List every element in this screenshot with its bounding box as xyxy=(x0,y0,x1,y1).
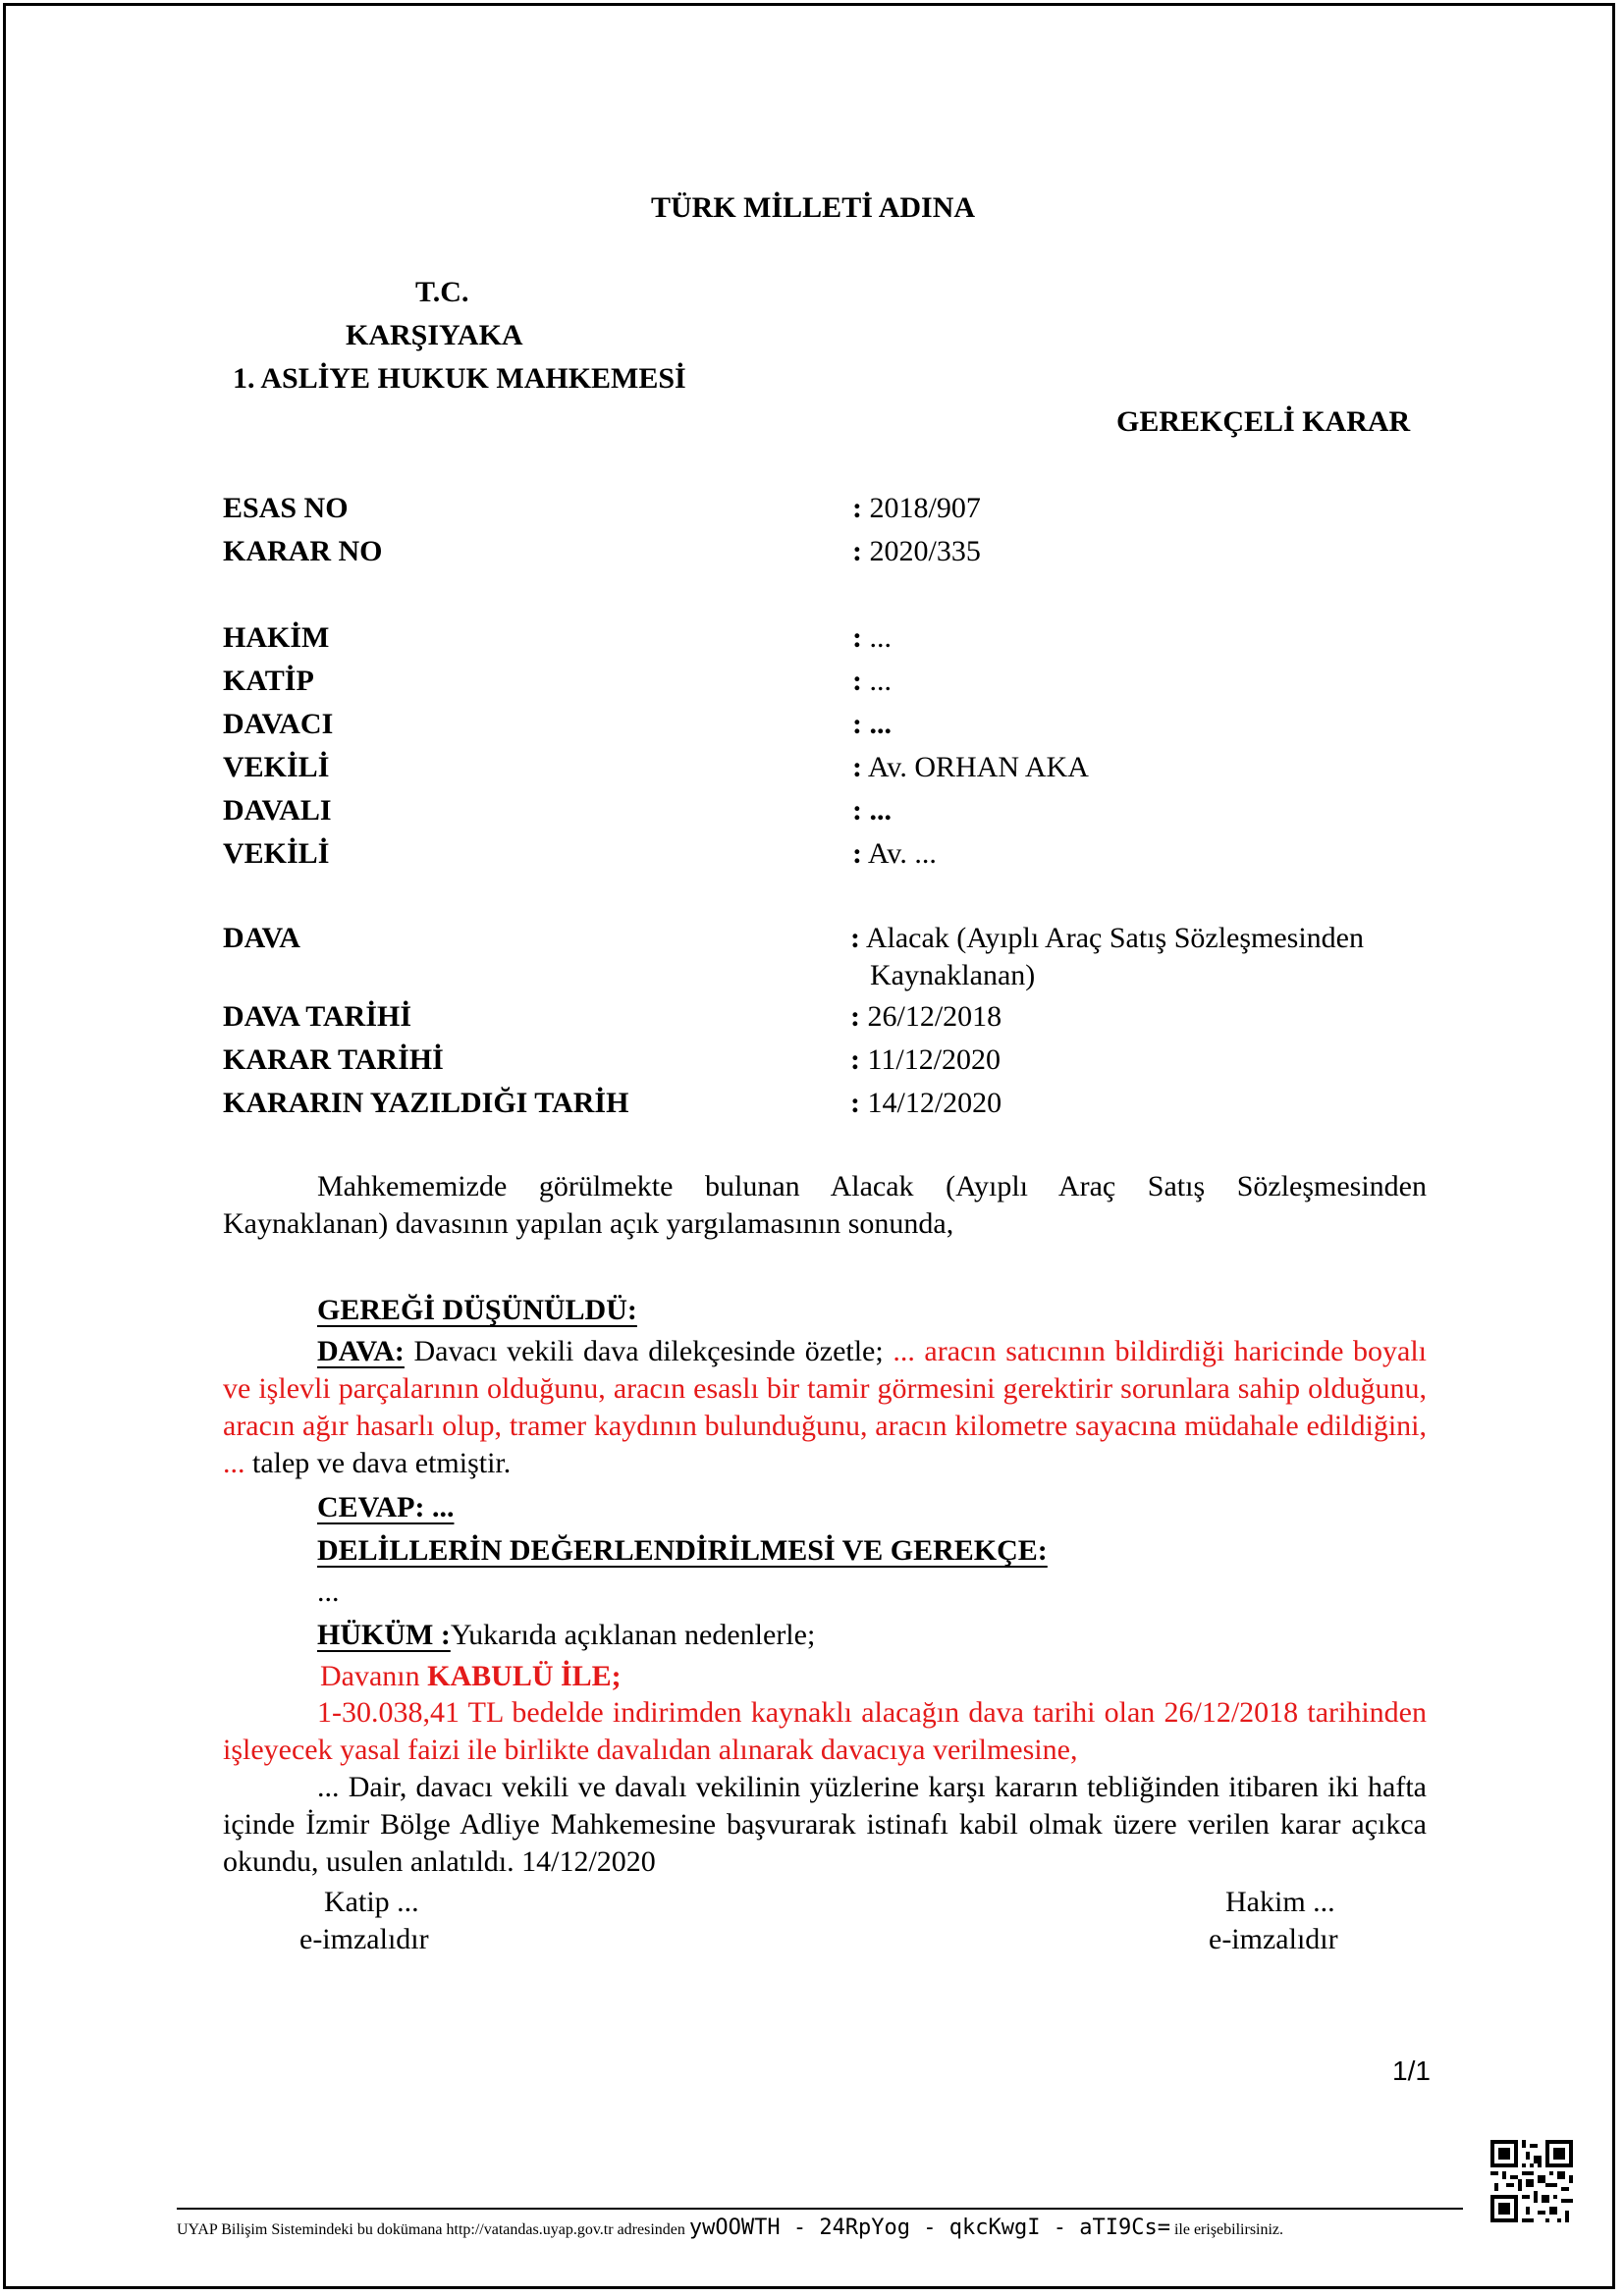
katip-value: : ... xyxy=(852,665,892,697)
page-number: 1/1 xyxy=(1392,2056,1431,2086)
katip-e-signed: e-imzalıdır xyxy=(299,1923,429,1955)
hukum-heading: HÜKÜM : xyxy=(317,1619,451,1651)
intro-paragraph: Mahkememizde görülmekte bulunan Alacak (Ayıplı Araç Satış Sözleşmesinden Kaynaklanan) davasının yapılan açık yargılamasının sonunda, xyxy=(223,1170,1427,1240)
katip-signature: Katip ... xyxy=(324,1886,419,1918)
hakim-label: HAKİM xyxy=(223,621,330,654)
city-heading: KARŞIYAKA xyxy=(346,319,523,351)
document-type-title: GEREKÇELİ KARAR xyxy=(1116,405,1411,438)
hakim-signature: Hakim ... xyxy=(1225,1886,1335,1918)
davali-value: : ... xyxy=(852,794,892,827)
yazildigi-tarih-label: KARARIN YAZILDIĞI TARİH xyxy=(223,1087,629,1119)
davaci-vekili-label: VEKİLİ xyxy=(223,751,330,783)
deliller-heading: DELİLLERİN DEĞERLENDİRİLMESİ VE GEREKÇE: xyxy=(317,1534,1048,1567)
nation-heading: TÜRK MİLLETİ ADINA xyxy=(651,191,976,224)
karar-tarihi-label: KARAR TARİHİ xyxy=(223,1043,444,1076)
dava-paragraph: DAVA: Davacı vekili dava dilekçesinde özetle; ... aracın satıcının bildirdiği haricinde boyalı ve işlevli parçalarının olduğunu, aracın esaslı bir tamir görmesini gerektirir sorunlara sahip olduğunu, aracın ağır hasarlı olup, tramer kaydının bulunduğunu, aracın kilometre sayacına müdahale edildiğini, ... talep ve dava etmiştir. xyxy=(223,1335,1427,1479)
court-heading: 1. ASLİYE HUKUK MAHKEMESİ xyxy=(233,362,686,395)
page-border xyxy=(3,3,1615,2289)
kabul-line: Davanın KABULÜ İLE; xyxy=(320,1660,622,1692)
dava-tarihi-value: : 26/12/2018 xyxy=(850,1000,1002,1033)
davali-label: DAVALI xyxy=(223,794,332,827)
dava-heading: DAVA: xyxy=(317,1335,405,1367)
footer-uyap-note: UYAP Bilişim Sistemindeki bu dokümana http://vatandas.uyap.gov.tr adresinden ywOOWTH - 24RpYog - qkcKwgI - aTI9Cs= ile erişebilirsiniz. xyxy=(177,2216,1284,2240)
dava-label: DAVA xyxy=(223,922,300,954)
footer-access-code: ywOOWTH - 24RpYog - qkcKwgI - aTI9Cs= xyxy=(688,2216,1170,2240)
davaci-vekili-value: : Av. ORHAN AKA xyxy=(852,751,1089,783)
closing-paragraph: ... Dair, davacı vekili ve davalı vekilinin yüzlerine karşı kararın tebliğinden itibaren iki hafta içinde İzmir Bölge Adliye Mahkemesine başvurarak istinafı kabil olmak üzere verilen karar açıkca okundu, usulen anlatıldı. 14/12/2020 xyxy=(223,1771,1427,1878)
dava-tarihi-label: DAVA TARİHİ xyxy=(223,1000,412,1033)
dava-claim-text: ... aracın satıcının bildirdiği haricinde boyalı ve işlevli parçalarının olduğunu, aracın esaslı bir tamir görmesini gerektirir sorunlara sahip olduğunu, aracın ağır hasarlı olup, tramer kaydının bulunduğunu, aracın kilometre sayacına müdahale edildiğini, ... xyxy=(223,1335,1427,1479)
esas-value: : 2018/907 xyxy=(852,492,981,524)
katip-label: KATİP xyxy=(223,665,314,697)
qr-code-icon xyxy=(1490,2140,1573,2222)
davaci-value: : ... xyxy=(852,708,892,740)
hukum-line: HÜKÜM :Yukarıda açıklanan nedenlerle; xyxy=(317,1619,816,1651)
karar-value: : 2020/335 xyxy=(852,535,981,567)
deliller-text: ... xyxy=(317,1575,340,1608)
davaci-label: DAVACI xyxy=(223,708,334,740)
davali-vekili-value: : Av. ... xyxy=(852,837,937,870)
davali-vekili-label: VEKİLİ xyxy=(223,837,330,870)
esas-label: ESAS NO xyxy=(223,492,349,524)
footer-divider xyxy=(177,2208,1463,2210)
yazildigi-tarih-value: : 14/12/2020 xyxy=(850,1087,1002,1119)
hakim-value: : ... xyxy=(852,621,892,654)
hakim-e-signed: e-imzalıdır xyxy=(1209,1923,1338,1955)
karar-label: KARAR NO xyxy=(223,535,383,567)
dava-value-cont: Kaynaklanan) xyxy=(870,959,1036,991)
verdict-item-1: 1-30.038,41 TL bedelde indirimden kaynaklı alacağın dava tarihi olan 26/12/2018 tarihinden işleyecek yasal faizi ile birlikte davalıdan alınarak davacıya verilmesine, xyxy=(223,1696,1427,1766)
cevap-heading: CEVAP: ... xyxy=(317,1491,455,1523)
dava-value: : Alacak (Ayıplı Araç Satış Sözleşmesinden xyxy=(850,922,1364,954)
karar-tarihi-value: : 11/12/2020 xyxy=(850,1043,1001,1076)
geregi-dusunuldu-heading: GEREĞİ DÜŞÜNÜLDÜ: xyxy=(317,1294,637,1326)
tc-heading: T.C. xyxy=(415,276,469,308)
